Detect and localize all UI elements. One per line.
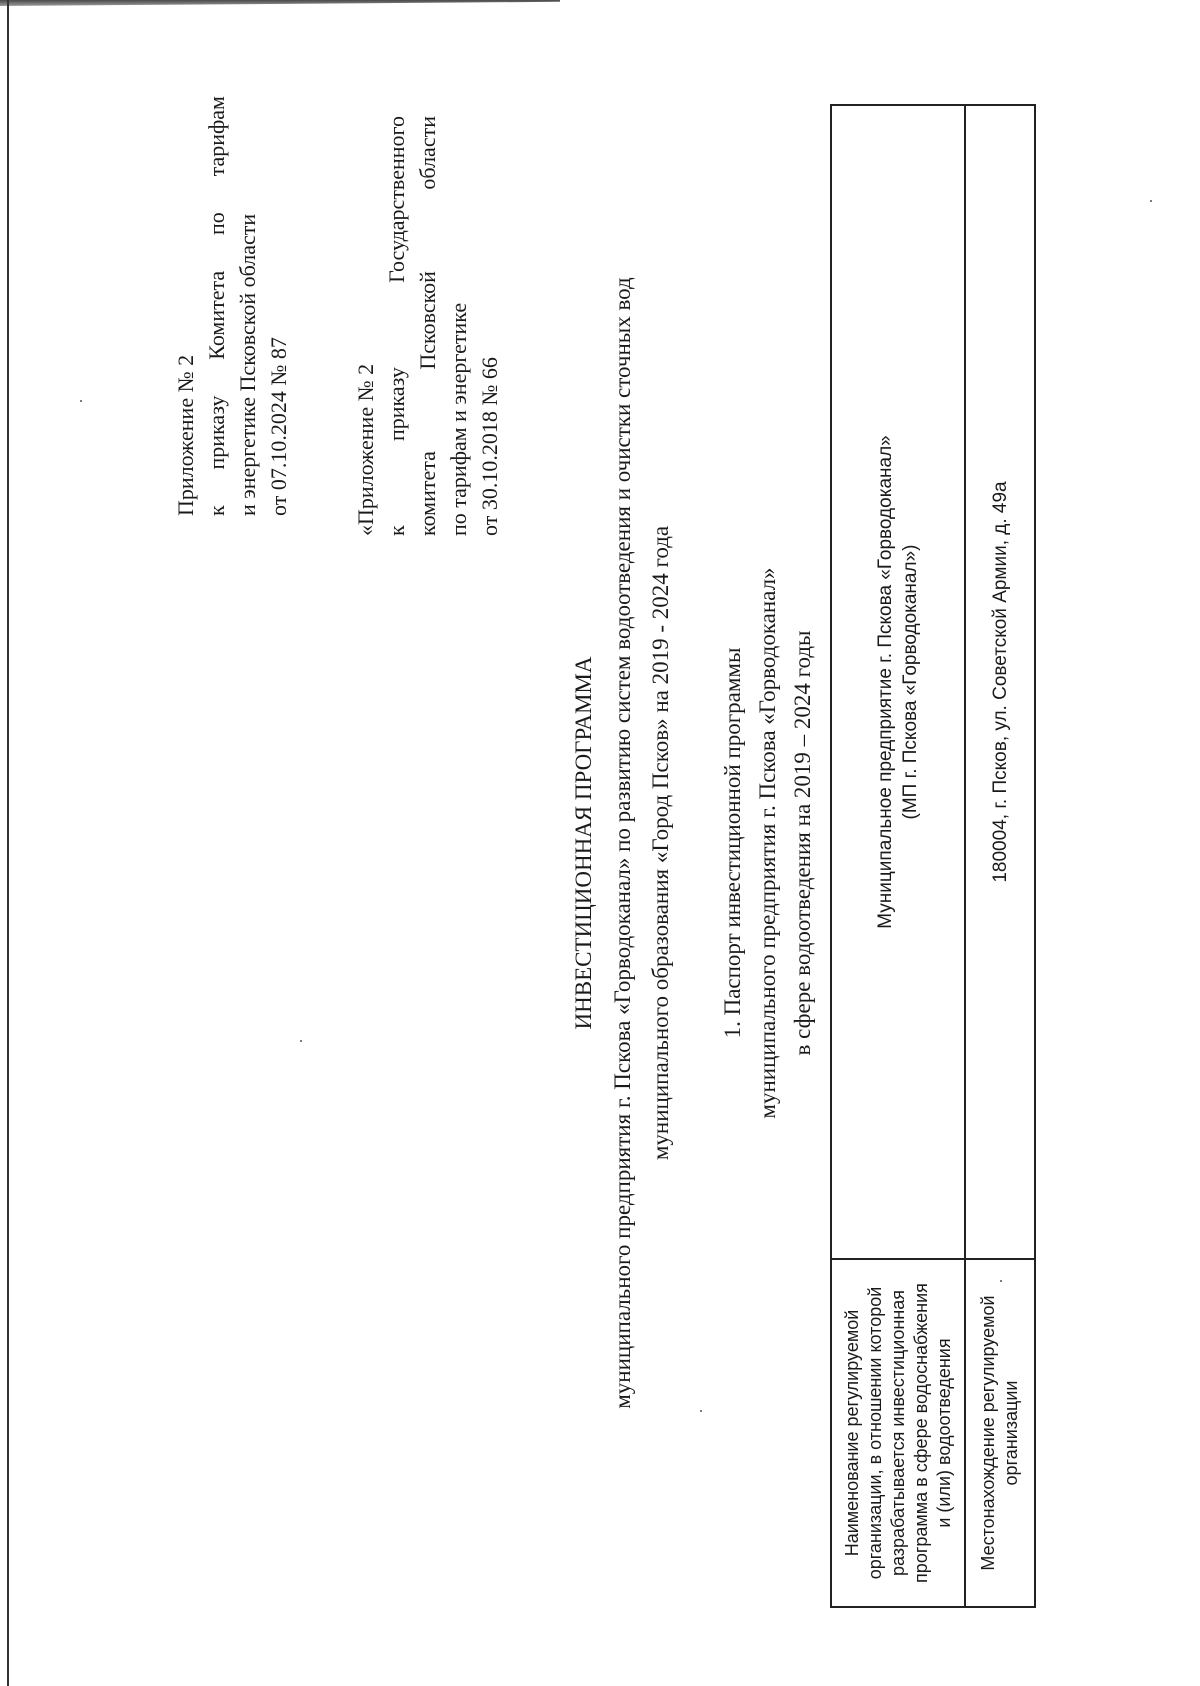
- organization-location-value: [965, 105, 1035, 1259]
- passport-heading-line-3: в сфере водоотведения на 2019 – 2024 годы: [790, 630, 815, 1056]
- appendix-current-title: Приложение № 2: [173, 354, 198, 516]
- label-line: и (или) водоотведения: [933, 1338, 954, 1528]
- appendix-original-committee-line: [412, 116, 443, 536]
- appendix-current-order-line: [201, 96, 232, 516]
- label-line: программа в сфере водоснабжения: [910, 1283, 931, 1583]
- word: комитета: [415, 451, 440, 536]
- section-number: 1.: [720, 1021, 745, 1039]
- passport-table: [830, 104, 1036, 1608]
- label-line: организации, в отношении которой: [864, 1286, 885, 1580]
- passport-heading-line-2: муниципального предприятия г. Пскова «Горводоканал»: [755, 567, 780, 1119]
- program-subtitle-line-2: муниципального образования «Город Псков» на 2019 - 2024 года: [648, 525, 673, 1161]
- appendix-current-block: [170, 96, 294, 516]
- organization-name-value: [831, 105, 965, 1259]
- word: приказу: [384, 367, 409, 442]
- appendix-current-date: от 07.10.2024 № 87: [266, 337, 291, 516]
- value-line: 180004, г. Псков, ул. Советской Армии, д. 49а: [989, 481, 1011, 883]
- label-line: разрабатывается инвестиционная: [887, 1289, 908, 1577]
- appendix-original-order-line: [381, 116, 412, 536]
- word: к: [204, 505, 229, 516]
- program-heading: ИНВЕСТИЦИОННАЯ ПРОГРАММА: [571, 656, 596, 1030]
- word: Комитета: [204, 270, 229, 360]
- appendix-original-block: [350, 116, 505, 536]
- section-title: Паспорт инвестиционной программы: [720, 647, 745, 1016]
- appendix-original-issuer: по тарифам и энергетике: [446, 302, 471, 536]
- program-subtitle-line-1: муниципального предприятия г. Пскова «Горводоканал» по развитию систем водоотведения и очистки сточных вод: [610, 277, 635, 1409]
- word: к: [384, 525, 409, 536]
- value-line: (МП г. Пскова «Горводоканал»): [900, 544, 921, 820]
- word: по: [204, 212, 229, 236]
- appendix-original-title: «Приложение № 2: [353, 363, 378, 536]
- organization-location-label: [965, 1259, 1035, 1607]
- appendix-original-date: от 30.10.2018 № 66: [477, 357, 502, 536]
- appendix-current-issuer: и энергетике Псковской области: [235, 213, 260, 516]
- word: приказу: [204, 395, 229, 470]
- word: тарифам: [204, 96, 229, 177]
- word: Государственного: [384, 116, 409, 283]
- word: Псковской: [415, 271, 440, 370]
- organization-name-label: [831, 1259, 965, 1607]
- label-line: Местонахождение регулируемой: [978, 1295, 998, 1571]
- value-line: Муниципальное предприятие г. Пскова «Горводоканал»: [875, 435, 896, 929]
- table-row: [831, 105, 965, 1607]
- label-line: Наименование регулируемой: [841, 1309, 862, 1557]
- word: области: [415, 116, 440, 190]
- label-line: организации: [1001, 1380, 1021, 1486]
- passport-heading: [715, 0, 750, 1686]
- table-row: [965, 105, 1035, 1607]
